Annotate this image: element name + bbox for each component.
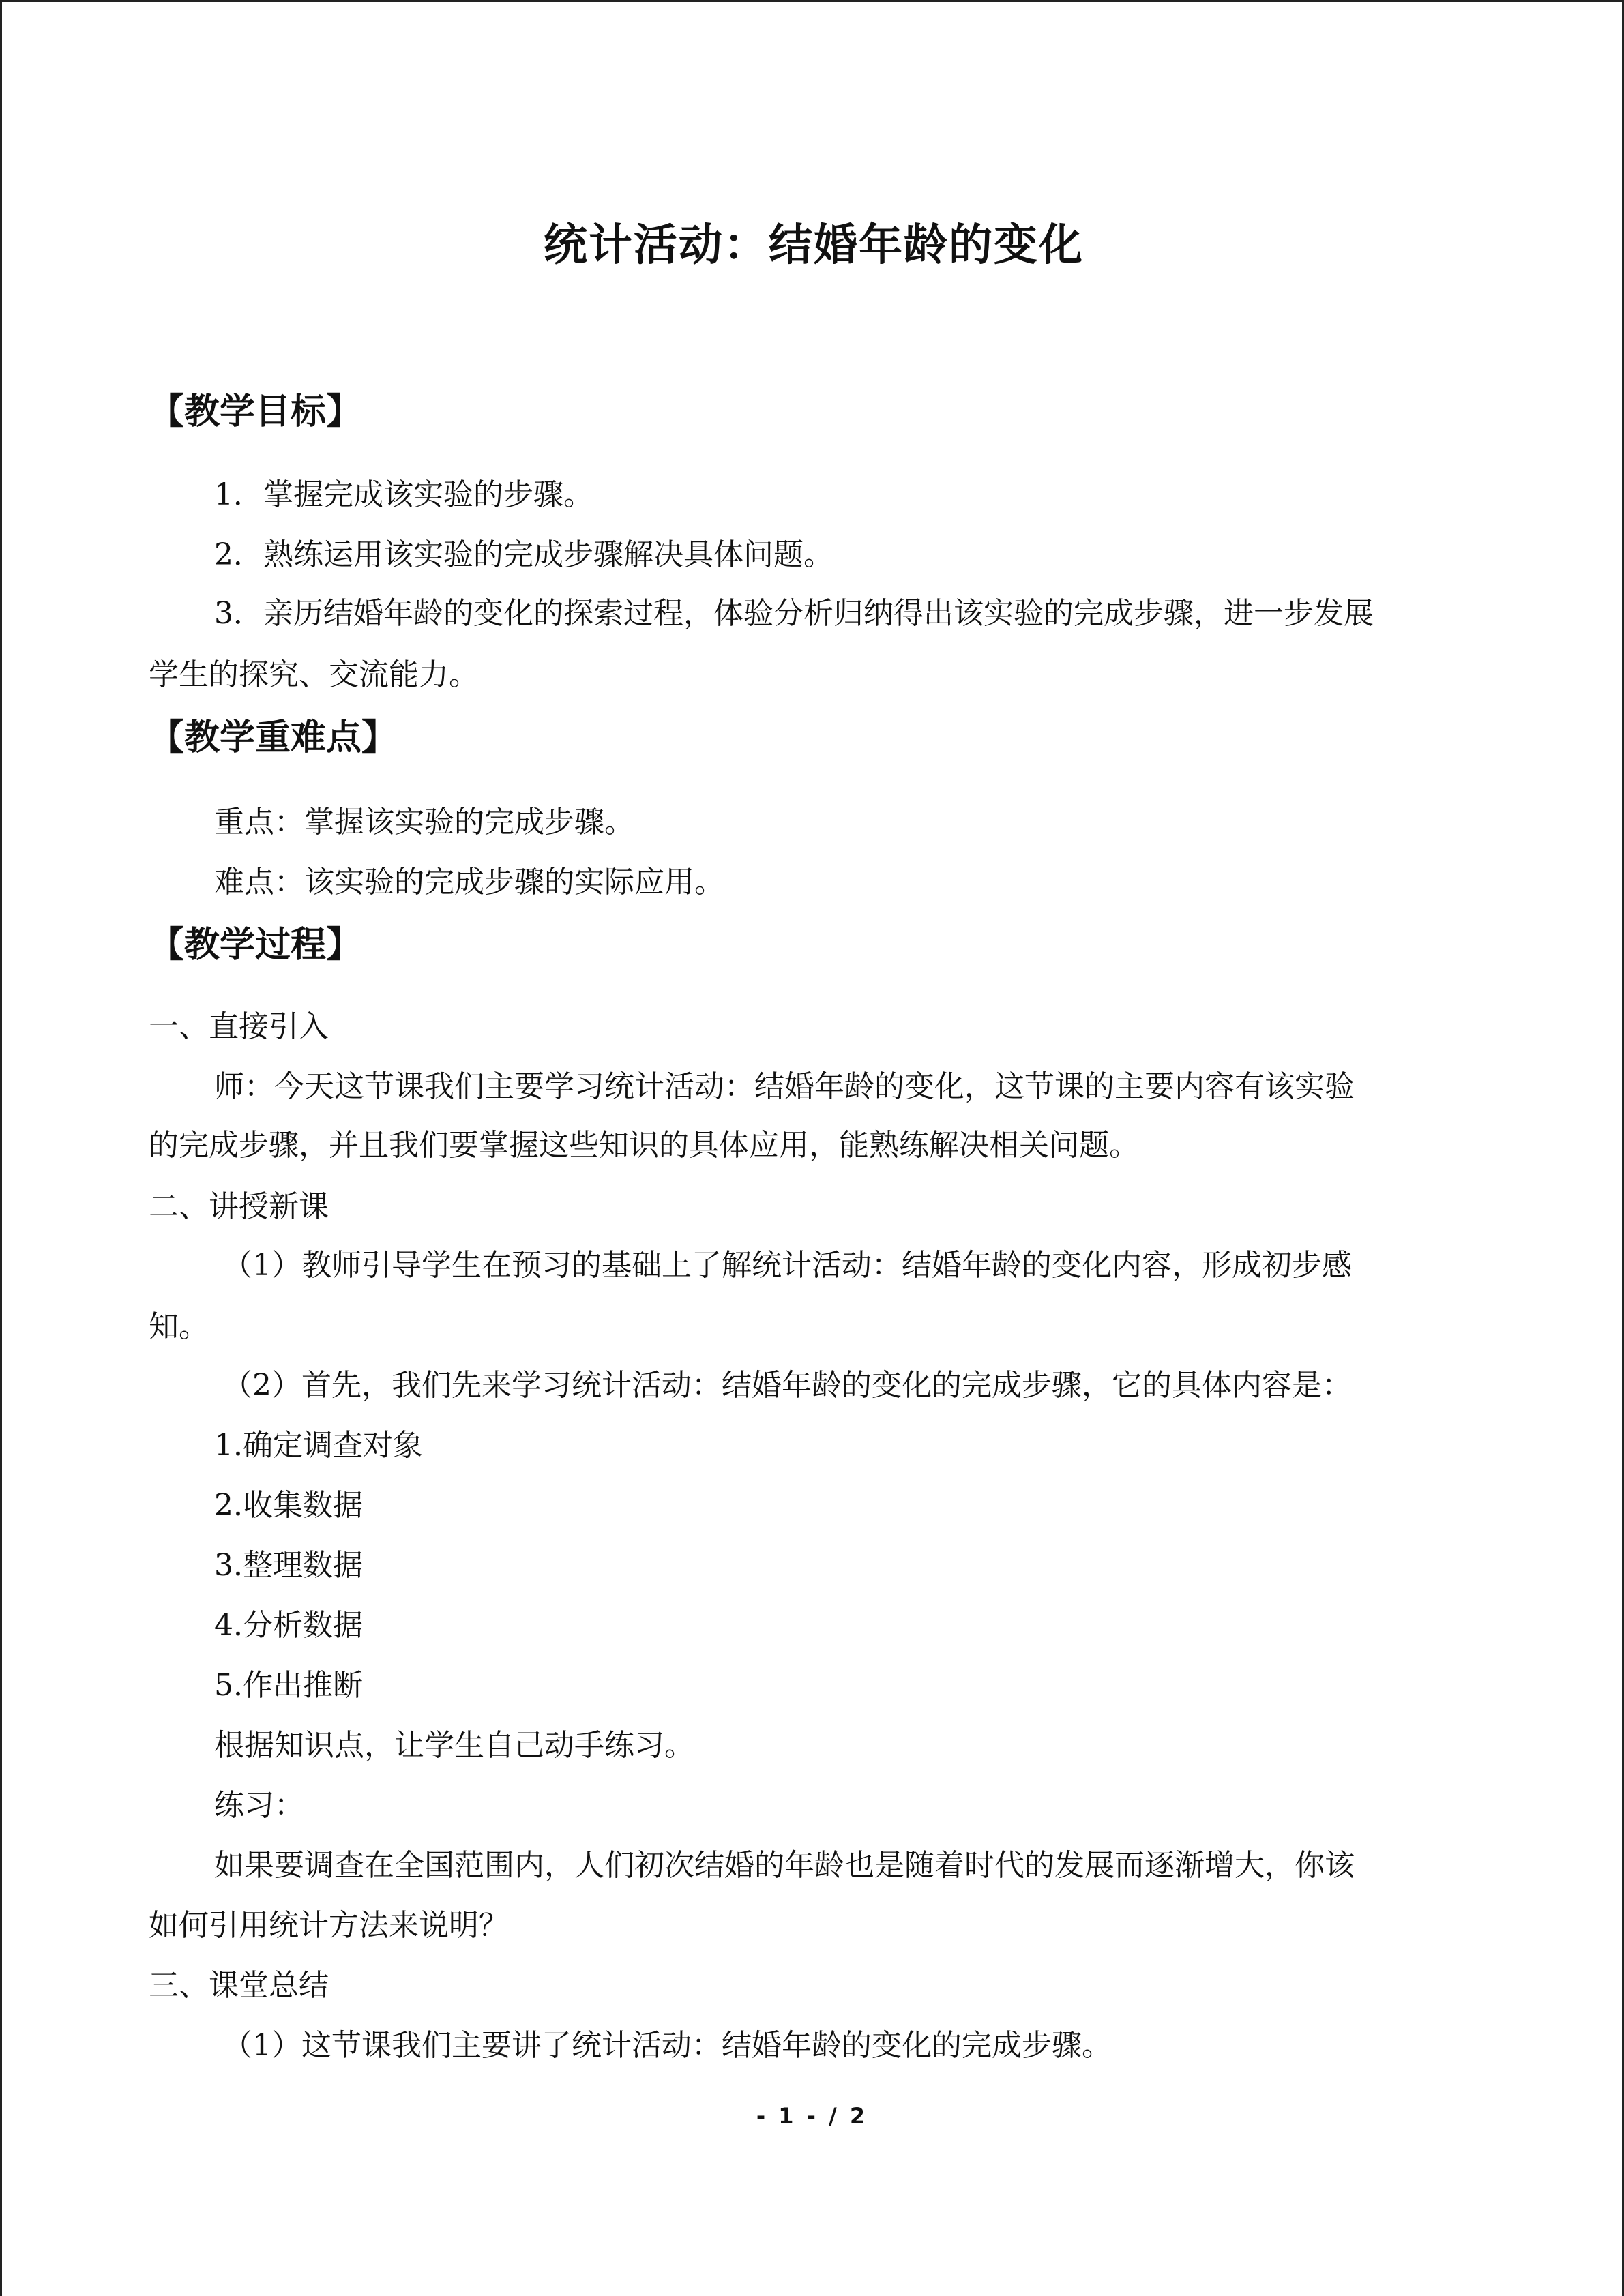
step-item-5: 5.作出推断 <box>214 1668 363 1703</box>
step-item-4: 4.分析数据 <box>214 1608 363 1643</box>
part2-p2: （2）首先，我们先来学习统计活动：结婚年龄的变化的完成步骤，它的具体内容是： <box>222 1368 1352 1403</box>
difficulty-text: 难点：该实验的完成步骤的实际应用。 <box>214 865 724 899</box>
section-heading-objectives: 【教学目标】 <box>149 391 362 432</box>
objective-item-2: 2．熟练运用该实验的完成步骤解决具体问题。 <box>214 537 833 572</box>
practice-question-line2: 如何引用统计方法来说明？ <box>149 1908 509 1943</box>
part1-text-line2: 的完成步骤，并且我们要掌握这些知识的具体应用，能熟练解决相关问题。 <box>149 1128 1139 1163</box>
page-number: - 1 - / 2 <box>756 2103 868 2129</box>
part1-title: 一、直接引入 <box>149 1009 329 1044</box>
part2-title: 二、讲授新课 <box>149 1189 329 1224</box>
practice-intro: 根据知识点，让学生自己动手练习。 <box>214 1728 694 1763</box>
objective-item-3: 3．亲历结婚年龄的变化的探索过程，体验分析归纳得出该实验的完成步骤，进一步发展 <box>214 596 1374 631</box>
step-item-3: 3.整理数据 <box>214 1548 363 1583</box>
part2-p1-line2: 知。 <box>149 1309 209 1344</box>
part1-text-line1: 师：今天这节课我们主要学习统计活动：结婚年龄的变化，这节课的主要内容有该实验 <box>214 1069 1355 1104</box>
part2-p1-line1: （1）教师引导学生在预习的基础上了解统计活动：结婚年龄的变化内容，形成初步感 <box>222 1248 1352 1283</box>
step-item-1: 1.确定调查对象 <box>214 1428 423 1463</box>
part3-title: 三、课堂总结 <box>149 1968 329 2003</box>
key-point-text: 重点：掌握该实验的完成步骤。 <box>214 805 634 839</box>
objective-item-3-cont: 学生的探究、交流能力。 <box>149 657 479 692</box>
step-item-2: 2.收集数据 <box>214 1488 363 1523</box>
section-heading-key-points: 【教学重难点】 <box>149 717 398 758</box>
part3-p1: （1）这节课我们主要讲了统计活动：结婚年龄的变化的完成步骤。 <box>222 2028 1112 2063</box>
section-heading-process: 【教学过程】 <box>149 924 362 966</box>
objective-item-1: 1．掌握完成该实验的步骤。 <box>214 477 593 512</box>
practice-question-line1: 如果要调查在全国范围内，人们初次结婚的年龄也是随着时代的发展而逐渐增大，你该 <box>214 1848 1355 1883</box>
practice-label: 练习： <box>214 1788 304 1823</box>
document-title: 统计活动：结婚年龄的变化 <box>544 220 1084 271</box>
